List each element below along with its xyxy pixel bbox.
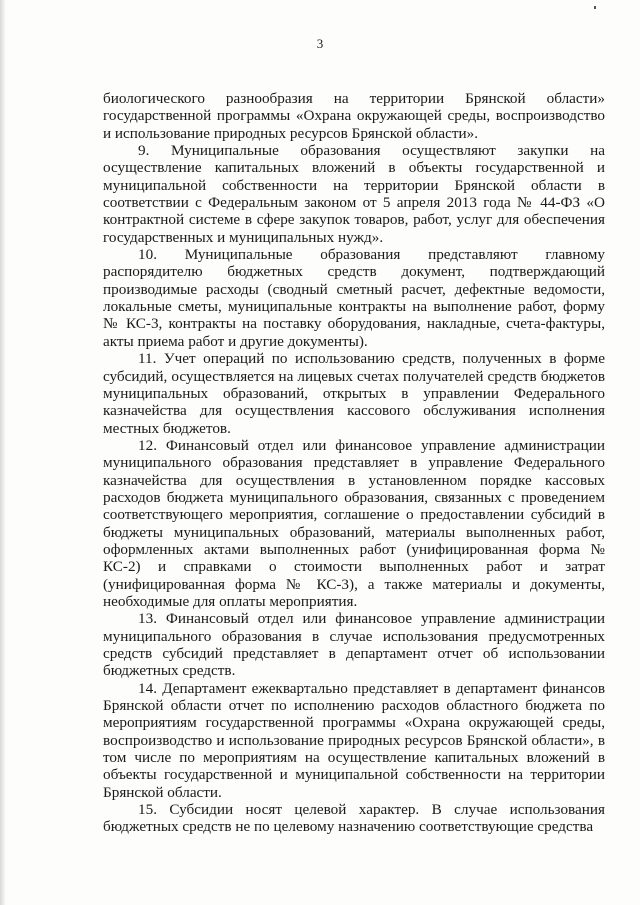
paragraph-11: 11. Учет операций по использованию средств, полученных в форме субсидий, осуществляется на лицевых счетах получателей средств бюджетов муниципальных образований, открытых в управлении Федерального казначейства для осуществления кассового обслуживания исполнения местных бюджетов. [103, 350, 605, 437]
paragraph-15: 15. Субсидии носят целевой характер. В случае использования бюджетных средств не по целевому назначению соответствующие средства [103, 801, 605, 836]
paragraph-14: 14. Департамент ежеквартально представляет в департамент финансов Брянской области отчет по исполнению расходов областного бюджета по мероприятиям государственной программы «Охрана окружающей среды, воспроизводство и использование природных ресурсов Брянской области», в том числе по мероприятиям на осуществление капитальных вложений в объекты государственной и муниципальной собственности на территории Брянской области. [103, 679, 605, 801]
page-number: 3 [316, 36, 324, 51]
continuation-rest: государственной программы «Охрана окружающей среды, воспроизводство и использование природных ресурсов Брянской области». [103, 107, 605, 142]
paragraph-10: 10. Муниципальные образования представляют главному распорядителю бюджетных средств документ, подтверждающий производимые расходы (сводный сметный расчет, дефектные ведомости, локальные сметы, муниципальные контракты на выполнение работ, форму № КС-3, контракты на поставку оборудования, накладные, счета-фактуры, акты приема работ и другие документы). [103, 246, 605, 350]
body-text [103, 90, 605, 836]
paragraph-9: 9. Муниципальные образования осуществляют закупки на осуществление капитальных вложений в объекты государственной и муниципальной собственности на территории Брянской области в соответствии с Федеральным законом от 5 апреля 2013 года № 44-ФЗ «О контрактной системе в сфере закупок товаров, работ, услуг для обеспечения государственных и муниципальных нужд». [103, 142, 605, 246]
paragraph-13: 13. Финансовый отдел или финансовое управление администрации муниципального образования в случае использования предусмотренных средств субсидий представляет в департамент отчет об использовании бюджетных средств. [103, 610, 605, 680]
scan-mark [594, 6, 596, 9]
scan-shadow-edge [0, 0, 6, 905]
paragraph-continuation [103, 90, 605, 142]
continuation-first-line: биологического разнообразия на территории Брянской области» [103, 90, 605, 107]
paragraph-12: 12. Финансовый отдел или финансовое управление администрации муниципального образования представляет в управление Федерального казначейства для осуществления в установленном порядке кассовых расходов бюджета муниципального образования, связанных с проведением соответствующего мероприятия, соглашение о предоставлении субсидий в бюджеты муниципальных образований, материалы выполненных работ, оформленных актами выполненных работ (унифицированная форма № КС-2) и справками о стоимости выполненных работ и затрат (унифицированная форма № КС-3), а также материалы и документы, необходимые для оплаты мероприятия. [103, 436, 605, 610]
